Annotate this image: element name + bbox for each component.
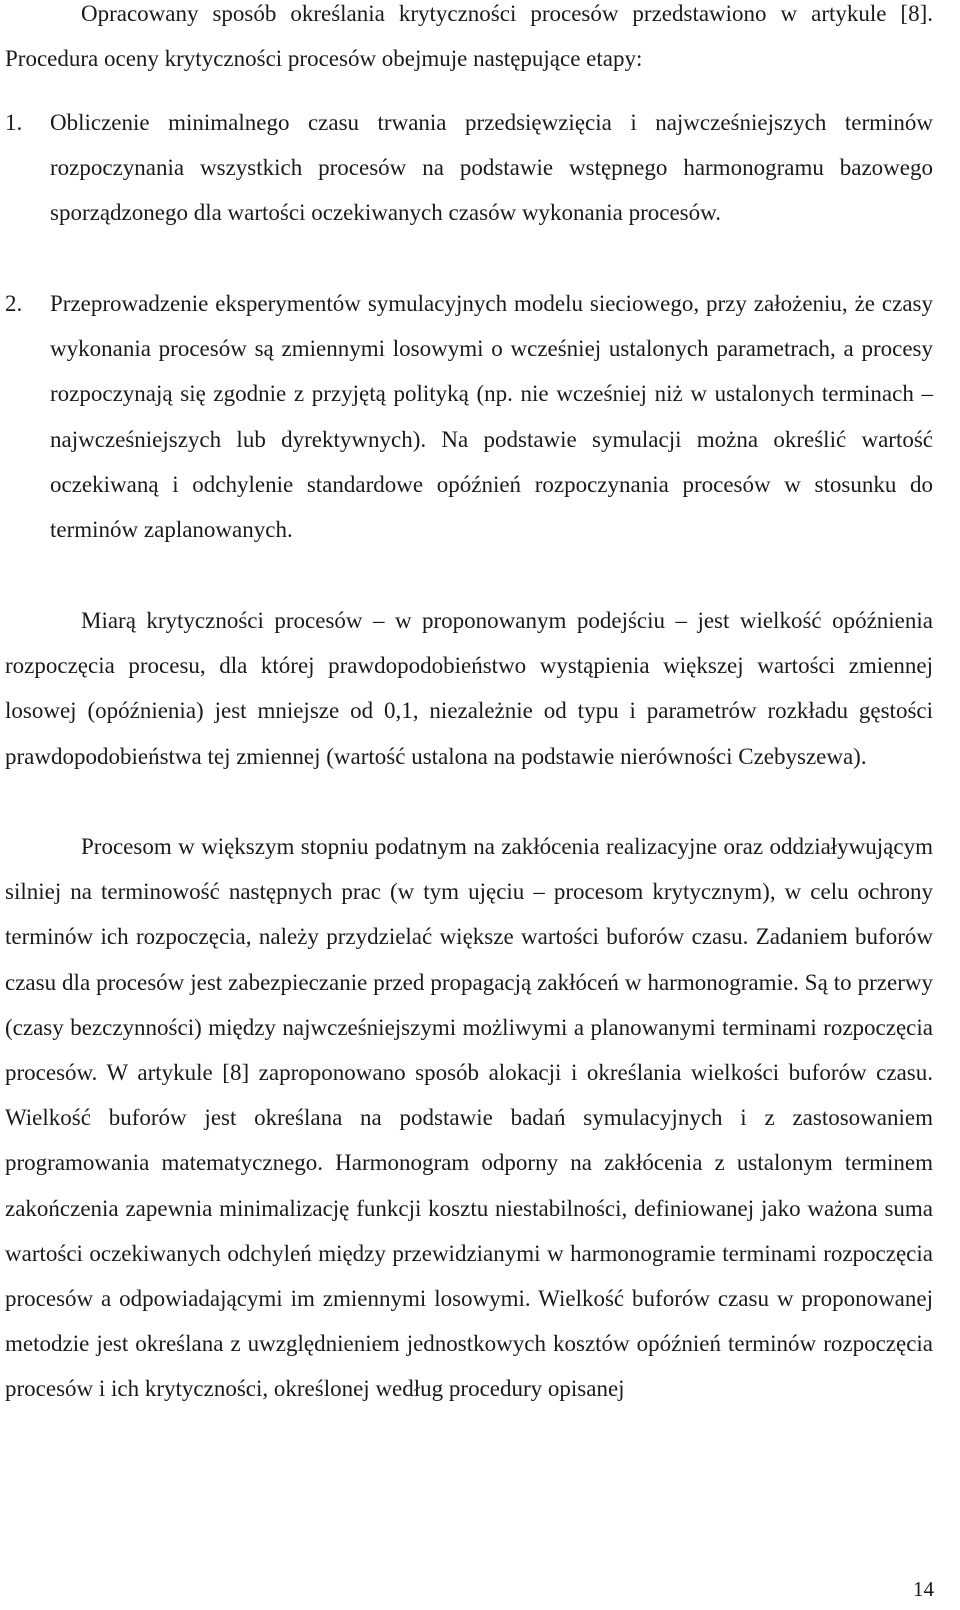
criticality-measure-paragraph: Miarą krytyczności procesów – w proponowanym podejściu – jest wielkość opóźnienia rozpoczęcia procesu, dla której prawdopodobieństwo wystąpienia większej wartości zmiennej losowej (opóźnienia) jest mniejsze od 0,1, niezależnie od typu i parametrów rozkładu gęstości prawdopodobieństwa tej zmiennej (wartość ustalona na podstawie nierówności Czebyszewa).: [5, 608, 933, 769]
list-item-1: [5, 100, 933, 236]
list-text-1: Obliczenie minimalnego czasu trwania przedsięwzięcia i najwcześniejszych terminów rozpoczynania wszystkich procesów na podstawie wstępnego harmonogramu bazowego sporządzonego dla wartości oczekiwanych czasów wykonania procesów.: [50, 110, 933, 226]
list-item-2: [5, 281, 933, 552]
list-number-1: 1.: [5, 110, 23, 135]
page-number: 14: [913, 1577, 934, 1601]
list-number-2: 2.: [5, 291, 23, 316]
intro-paragraph: Opracowany sposób określania krytyczności procesów przedstawiono w artykule [8]. Procedura oceny krytyczności procesów obejmuje następujące etapy:: [5, 1, 933, 72]
time-buffers-paragraph: Procesom w większym stopniu podatnym na zakłócenia realizacyjne oraz oddziaływującym silniej na terminowość następnych prac (w tym ujęciu – procesom krytycznym), w celu ochrony terminów ich rozpoczęcia, należy przydzielać większe wartości buforów czasu. Zadaniem buforów czasu dla procesów jest zabezpieczanie przed propagacją zakłóceń w harmonogramie. Są to przerwy (czasy bezczynności) między najwcześniejszymi możliwymi a planowanymi terminami rozpoczęcia procesów. W artykule [8] zaproponowano sposób alokacji i określania wielkości buforów czasu. Wielkość buforów jest określana na podstawie badań symulacyjnych i z zastosowaniem programowania matematycznego. Harmonogram odporny na zakłócenia z ustalonym terminem zakończenia zapewnia minimalizację funkcji kosztu niestabilności, definiowanej jako ważona suma wartości oczekiwanych odchyleń między przewidzianymi w harmonogramie terminami rozpoczęcia procesów a odpowiadającymi im zmiennymi losowymi. Wielkość buforów czasu w proponowanej metodzie jest określana z uwzględnieniem jednostkowych kosztów opóźnień terminów rozpoczęcia procesów i ich krytyczności, określonej według procedury opisanej: [5, 834, 933, 1402]
list-text-2: Przeprowadzenie eksperymentów symulacyjnych modelu sieciowego, przy założeniu, że czasy wykonania procesów są zmiennymi losowymi o wcześniej ustalonych parametrach, a procesy rozpoczynają się zgodnie z przyjętą polityką (np. nie wcześniej niż w ustalonych terminach – najwcześniejszych lub dyrektywnych). Na podstawie symulacji można określić wartość oczekiwaną i odchylenie standardowe opóźnień rozpoczynania procesów w stosunku do terminów zaplanowanych.: [50, 291, 933, 543]
